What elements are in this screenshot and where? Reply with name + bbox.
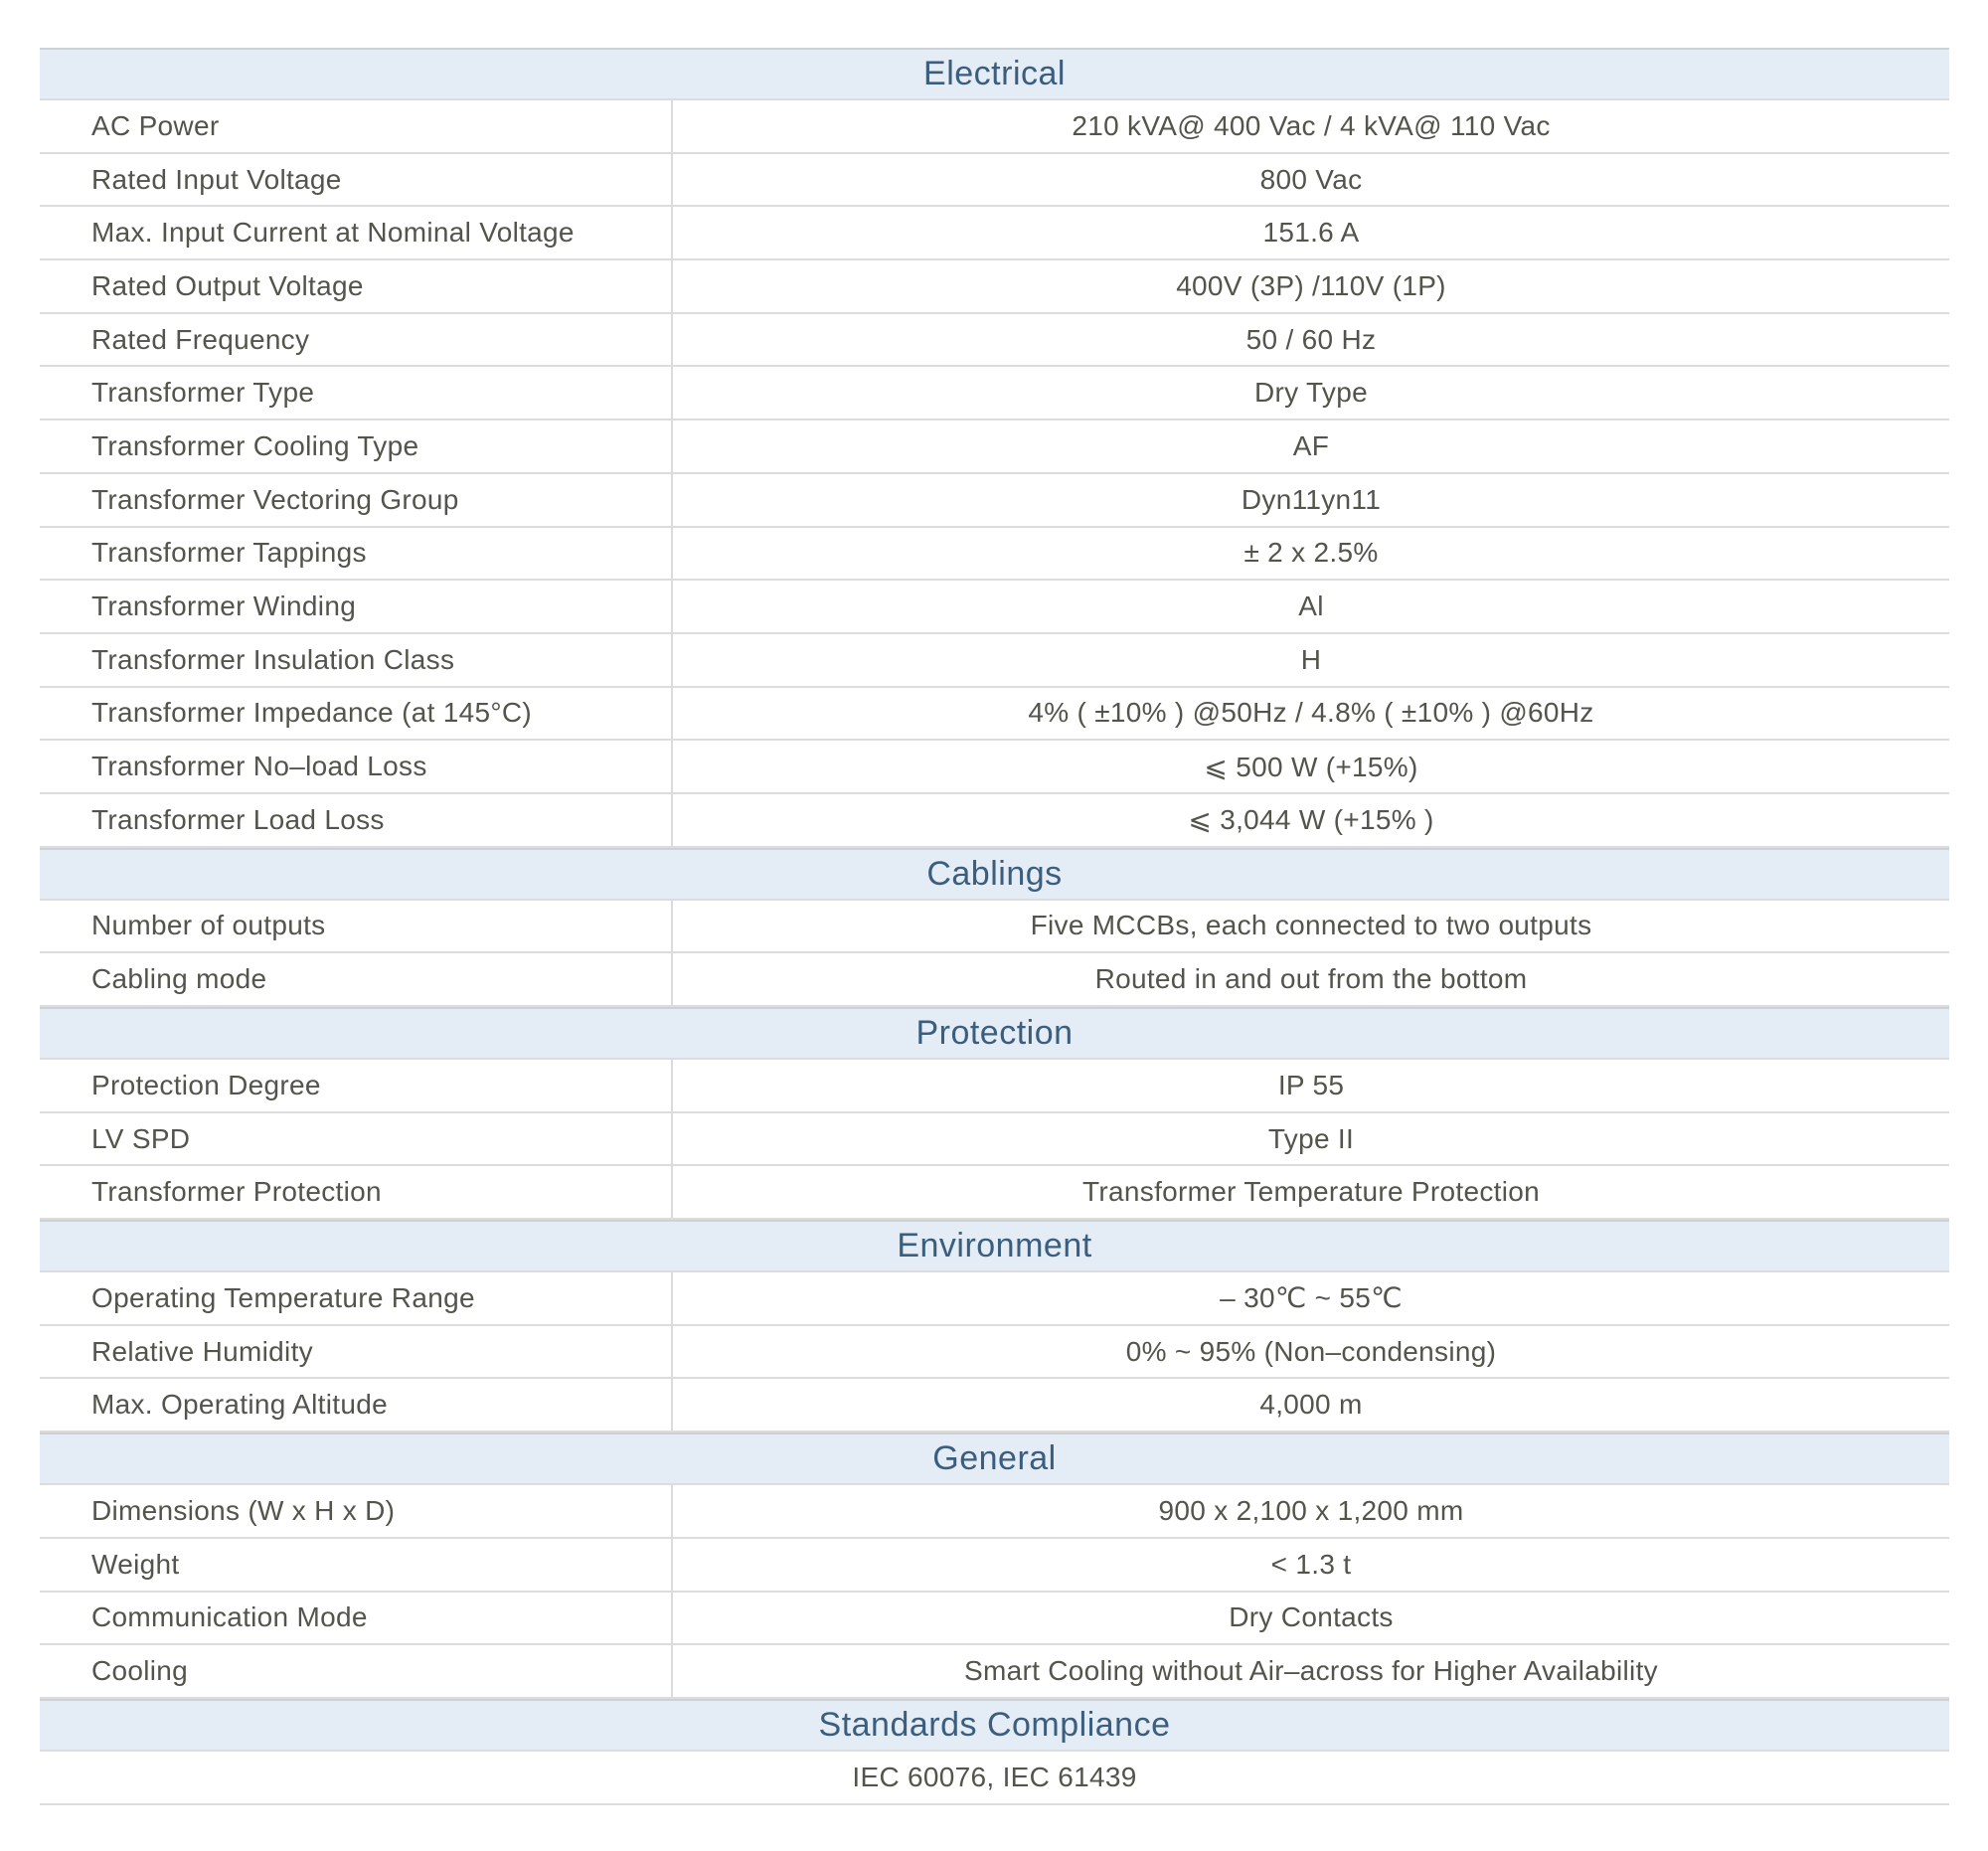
- section-header-standards-compliance: [40, 1699, 1949, 1752]
- spec-row: [40, 1752, 1949, 1805]
- spec-value: Smart Cooling without Air–across for Higher Availability: [964, 1655, 1658, 1687]
- spec-row: [40, 260, 1949, 314]
- spec-row: [40, 367, 1949, 421]
- spec-label: Protection Degree: [40, 1060, 673, 1111]
- spec-value: 800 Vac: [1259, 163, 1363, 195]
- spec-row: [40, 421, 1949, 474]
- section-title: Protection: [915, 1014, 1074, 1052]
- spec-value: H: [1300, 643, 1322, 675]
- spec-label: Transformer Type: [40, 367, 673, 419]
- section-header-environment: [40, 1220, 1949, 1272]
- spec-value: ± 2 x 2.5%: [1243, 537, 1379, 569]
- spec-value: Dry Contacts: [1229, 1601, 1394, 1633]
- spec-label: Transformer Protection: [40, 1166, 673, 1218]
- spec-row: [40, 528, 1949, 582]
- spec-value: Transformer Temperature Protection: [1082, 1176, 1540, 1208]
- section-title: Environment: [897, 1227, 1092, 1265]
- spec-value: ⩽ 3,044 W (+15% ): [1188, 804, 1434, 836]
- spec-value: Type II: [1267, 1122, 1355, 1154]
- section-header-cablings: [40, 848, 1949, 901]
- spec-row: [40, 1539, 1949, 1593]
- spec-row: [40, 154, 1949, 208]
- spec-value: Dyn11yn11: [1241, 483, 1382, 515]
- spec-row: [40, 1485, 1949, 1539]
- spec-value: Dry Type: [1254, 377, 1368, 409]
- spec-value: IEC 60076, IEC 61439: [852, 1761, 1137, 1792]
- spec-row: [40, 1166, 1949, 1220]
- spec-row: [40, 1113, 1949, 1167]
- spec-row: [40, 741, 1949, 794]
- section-title: Electrical: [923, 55, 1066, 92]
- spec-label: Operating Temperature Range: [40, 1272, 673, 1324]
- spec-value: AF: [1292, 429, 1330, 461]
- spec-value: ⩽ 500 W (+15%): [1204, 751, 1418, 782]
- spec-value: 400V (3P) /110V (1P): [1176, 269, 1446, 301]
- spec-row: [40, 474, 1949, 528]
- spec-table: [40, 48, 1949, 1805]
- section-title: General: [932, 1439, 1057, 1478]
- spec-label: Communication Mode: [40, 1593, 673, 1644]
- spec-row: [40, 953, 1949, 1007]
- spec-value: 151.6 A: [1262, 217, 1360, 249]
- spec-value: 4,000 m: [1259, 1389, 1363, 1421]
- spec-label: Rated Output Voltage: [40, 260, 673, 312]
- spec-value: 210 kVA@ 400 Vac / 4 kVA@ 110 Vac: [1072, 109, 1551, 141]
- spec-row: [40, 634, 1949, 688]
- section-title: Cablings: [926, 854, 1063, 893]
- spec-row: [40, 1645, 1949, 1699]
- spec-label: Transformer No–load Loss: [40, 741, 673, 792]
- spec-label: Max. Input Current at Nominal Voltage: [40, 207, 673, 258]
- section-header-electrical: [40, 48, 1949, 100]
- spec-label: Cooling: [40, 1645, 673, 1697]
- spec-row: [40, 794, 1949, 848]
- spec-value: < 1.3 t: [1270, 1548, 1352, 1580]
- spec-label: Transformer Impedance (at 145°C): [40, 688, 673, 740]
- spec-value: Five MCCBs, each connected to two outputs: [1030, 910, 1592, 941]
- spec-label: Relative Humidity: [40, 1326, 673, 1378]
- spec-label: AC Power: [40, 100, 673, 152]
- spec-label: Transformer Vectoring Group: [40, 474, 673, 526]
- spec-row: [40, 1272, 1949, 1326]
- spec-row: [40, 581, 1949, 634]
- section-header-protection: [40, 1007, 1949, 1060]
- spec-value: 4% ( ±10% ) @50Hz / 4.8% ( ±10% ) @60Hz: [1028, 697, 1594, 729]
- spec-row: [40, 1593, 1949, 1646]
- spec-label: LV SPD: [40, 1113, 673, 1165]
- spec-label: Dimensions (W x H x D): [40, 1485, 673, 1537]
- spec-row: [40, 1060, 1949, 1113]
- spec-label: Transformer Insulation Class: [40, 634, 673, 686]
- spec-row: [40, 688, 1949, 742]
- spec-label: Transformer Winding: [40, 581, 673, 632]
- spec-row: [40, 314, 1949, 368]
- spec-label: Rated Frequency: [40, 314, 673, 366]
- spec-label: Transformer Cooling Type: [40, 421, 673, 472]
- spec-value: 900 x 2,100 x 1,200 mm: [1158, 1494, 1464, 1526]
- spec-row: [40, 1326, 1949, 1380]
- spec-label: Transformer Load Loss: [40, 794, 673, 846]
- spec-label: Weight: [40, 1539, 673, 1591]
- spec-label: Transformer Tappings: [40, 528, 673, 580]
- spec-value: 0% ~ 95% (Non–condensing): [1125, 1335, 1497, 1367]
- spec-value: 50 / 60 Hz: [1245, 323, 1377, 355]
- section-header-general: [40, 1432, 1949, 1485]
- spec-value: Al: [1298, 590, 1324, 622]
- spec-label: Rated Input Voltage: [40, 154, 673, 206]
- spec-row: [40, 901, 1949, 954]
- spec-value: Routed in and out from the bottom: [1094, 963, 1528, 995]
- spec-label: Max. Operating Altitude: [40, 1379, 673, 1430]
- section-title: Standards Compliance: [818, 1705, 1171, 1744]
- spec-value: IP 55: [1277, 1069, 1345, 1100]
- spec-value: – 30℃ ~ 55℃: [1220, 1282, 1403, 1314]
- spec-row: [40, 207, 1949, 260]
- spec-row: [40, 100, 1949, 154]
- spec-row: [40, 1379, 1949, 1432]
- spec-label: Cabling mode: [40, 953, 673, 1005]
- spec-label: Number of outputs: [40, 901, 673, 952]
